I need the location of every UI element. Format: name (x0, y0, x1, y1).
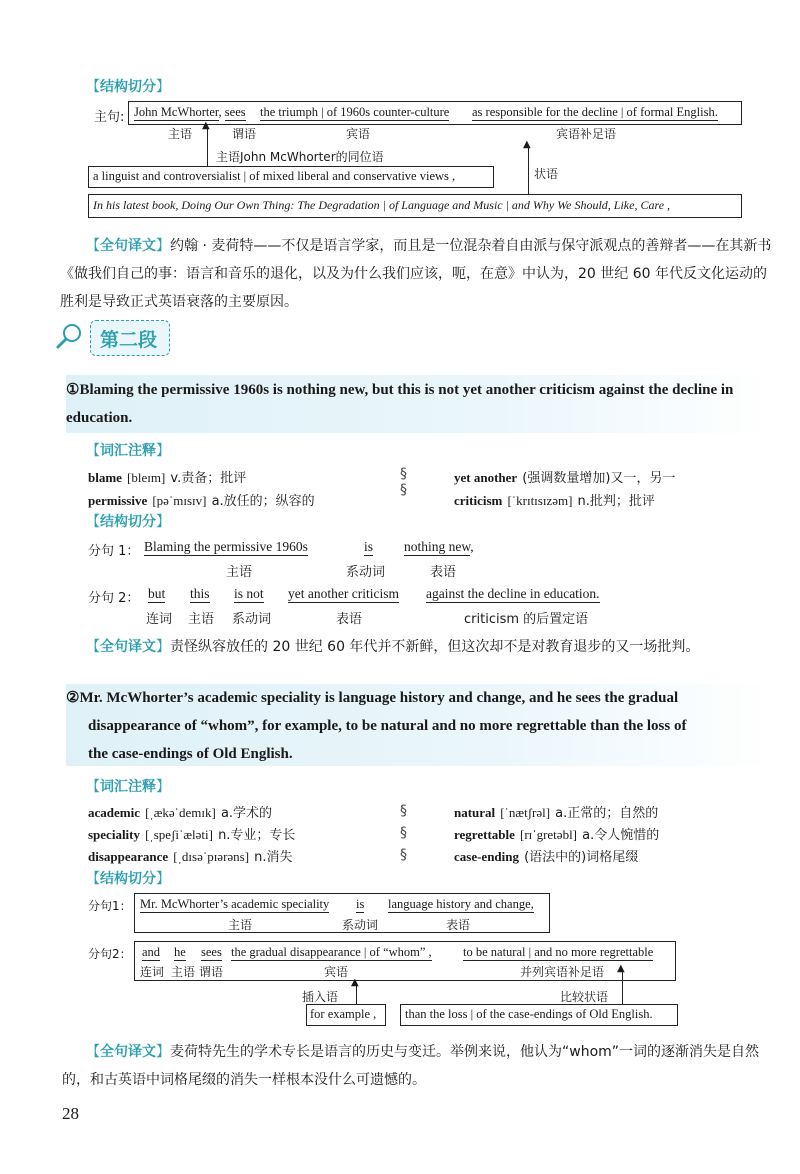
vocab-item: yet another (强调数量增加)又一，另一 (454, 470, 676, 486)
label-subject: 主语 (226, 565, 253, 580)
insert-label: 插入语 (302, 990, 339, 1004)
label-attributive: criticism 的后置定语 (464, 612, 589, 627)
clause-object: the gradual disappearance | of “whom” , (231, 945, 432, 959)
label-verb: 系动词 (232, 612, 272, 627)
label-predicative: 表语 (446, 918, 471, 932)
translation-1: 【全句译文】约翰 · 麦荷特——不仅是语言学家，而且是一位混杂着自由派与保守派观点的善辩者——在其新书《做我们自己的事：语言和音乐的退化，以及为什么我们应该，呃，在意》中认为，20 世纪 60 年代反文化运动的胜利是导致正式英语衰落的主要原因。 (60, 238, 772, 310)
vocab-item: natural [ˈnætʃrəl] a.正常的；自然的 (454, 805, 659, 821)
label-verb: 谓语 (232, 127, 257, 141)
label-object: 宾语 (324, 965, 349, 979)
label-predicative: 表语 (336, 612, 363, 627)
vocab-item: regrettable [rɪˈgretəbl] a.令人惋惜的 (454, 827, 660, 843)
vocab-item: academic [ˌækəˈdemɪk] a.学术的 (88, 805, 273, 821)
vocab-tag: 【词汇注释】 (86, 779, 170, 795)
page-number: 28 (62, 1104, 79, 1123)
vocab-item: blame [bleɪm] v.责备；批评 (88, 470, 247, 486)
clause-2-label: 分句2： (88, 947, 132, 961)
clause-1-label: 分句 1： (88, 544, 140, 559)
clause-subject: Blaming the permissive 1960s (144, 539, 308, 554)
clause-predicative: nothing new (404, 539, 471, 554)
main-object: the triumph | of 1960s counter-culture (260, 105, 450, 119)
adverbial-label: 状语 (534, 167, 559, 181)
clause-1-label: 分句1： (88, 899, 132, 913)
compare-label: 比较状语 (560, 990, 609, 1004)
structure-tag: 【结构切分】 (86, 871, 170, 887)
insert-text: for example , (310, 1007, 377, 1021)
label-verb: 系动词 (342, 918, 379, 932)
label-verb: 谓语 (199, 965, 224, 979)
label-conjunction: 连词 (140, 965, 165, 979)
clause-2-label: 分句 2： (88, 591, 140, 606)
label-subject: 主语 (228, 918, 253, 932)
section-title: 第二段 (100, 329, 158, 351)
vocab-item: disappearance [ˌdɪsəˈpɪərəns] n.消失 (88, 849, 293, 865)
sentence-1: ①Blaming the permissive 1960s is nothing new, but this is not yet another criticism against the decline in education. (66, 382, 734, 426)
clause-verb: sees (201, 945, 222, 959)
translation-tag: 【全句译文】 (86, 238, 170, 254)
divider-icon: § § § (400, 803, 407, 863)
main-verb: sees (224, 105, 246, 119)
vocab-item: speciality [ˌspeʃiˈæləti] n.专业；专长 (88, 827, 296, 843)
label-verb: 系动词 (346, 565, 386, 580)
clause-subject: he (174, 945, 186, 959)
adverbial-arrow-line (528, 146, 529, 194)
label-predicative: 表语 (430, 565, 457, 580)
clause-attributive: against the decline in education. (426, 586, 600, 601)
main-complement: as responsible for the decline | of formal English. (472, 105, 718, 119)
up-arrow-icon: ▲ (523, 139, 531, 150)
divider-icon: § § (400, 466, 407, 498)
vocab-item: permissive [pəˈmɪsɪv] a.放任的；纵容的 (88, 493, 315, 509)
label-subject: 主语 (188, 612, 215, 627)
clause-conjunction: but (148, 586, 166, 601)
structure-tag: 【结构切分】 (86, 79, 170, 95)
main-subject: John McWhorter (134, 105, 219, 119)
translation-3: 【全句译文】麦荷特先生的学术专长是语言的历史与变迁。举例来说，他认为“whom”一词的逐渐消失是自然的，和古英语中词格尾缀的消失一样根本没什么可遗憾的。 (62, 1044, 760, 1088)
sentence-2: ②Mr. McWhorter’s academic speciality is language history and change, and he sees the gradual disappearance of “whom”, for example, to be natural and no more regrettable than the loss of the case-endings of Old English. (66, 690, 687, 762)
up-arrow-icon: ▲ (202, 120, 210, 131)
clause-verb: is (364, 539, 374, 554)
clause-conjunction: and (142, 945, 161, 959)
main-clause-label: 主句: (94, 110, 125, 125)
label-conjunction: 连词 (146, 612, 173, 627)
compare-text: than the loss | of the case-endings of Old English. (405, 1007, 653, 1021)
label-object: 宾语 (346, 127, 371, 141)
structure-tag: 【结构切分】 (86, 514, 170, 530)
clause-verb: is not (234, 586, 264, 601)
vocab-item: case-ending (语法中的)词格尾缀 (454, 849, 639, 865)
vocab-item: criticism [ˈkrɪtɪsɪzəm] n.批判；批评 (454, 493, 655, 509)
vocab-tag: 【词汇注释】 (86, 443, 170, 459)
clause-predicative: language history and change, (388, 897, 534, 911)
clause-predicative: yet another criticism (288, 586, 399, 601)
label-subject: 主语 (168, 127, 193, 141)
appositive-note: 主语John McWhorter的同位语 (216, 150, 384, 164)
up-arrow-icon: ▲ (617, 963, 625, 974)
compare-arrow-line (622, 970, 623, 1004)
translation-2: 【全句译文】责怪纵容放任的 20 世纪 60 年代并不新鲜，但这次却不是对教育退步的又一场批判。 (86, 639, 700, 655)
label-complement: 并列宾语补足语 (520, 965, 605, 979)
up-arrow-icon: ▲ (351, 977, 359, 988)
magnifier-icon (54, 322, 84, 354)
clause-complement: to be natural | and no more regrettable (463, 945, 654, 959)
clause-subject: this (190, 586, 210, 601)
clause-verb: is (356, 897, 365, 911)
appositive-arrow-line (207, 128, 208, 158)
appositive-text: a linguist and controversialist | of mixed liberal and conservative views , (93, 169, 456, 183)
adverbial-text: In his latest book, Doing Our Own Thing: The Degradation | of Language and Music | and Why We Should, Like, Care , (93, 198, 671, 212)
clause-subject: Mr. McWhorter’s academic speciality (140, 897, 330, 911)
label-complement: 宾语补足语 (556, 127, 617, 141)
label-subject: 主语 (171, 965, 196, 979)
